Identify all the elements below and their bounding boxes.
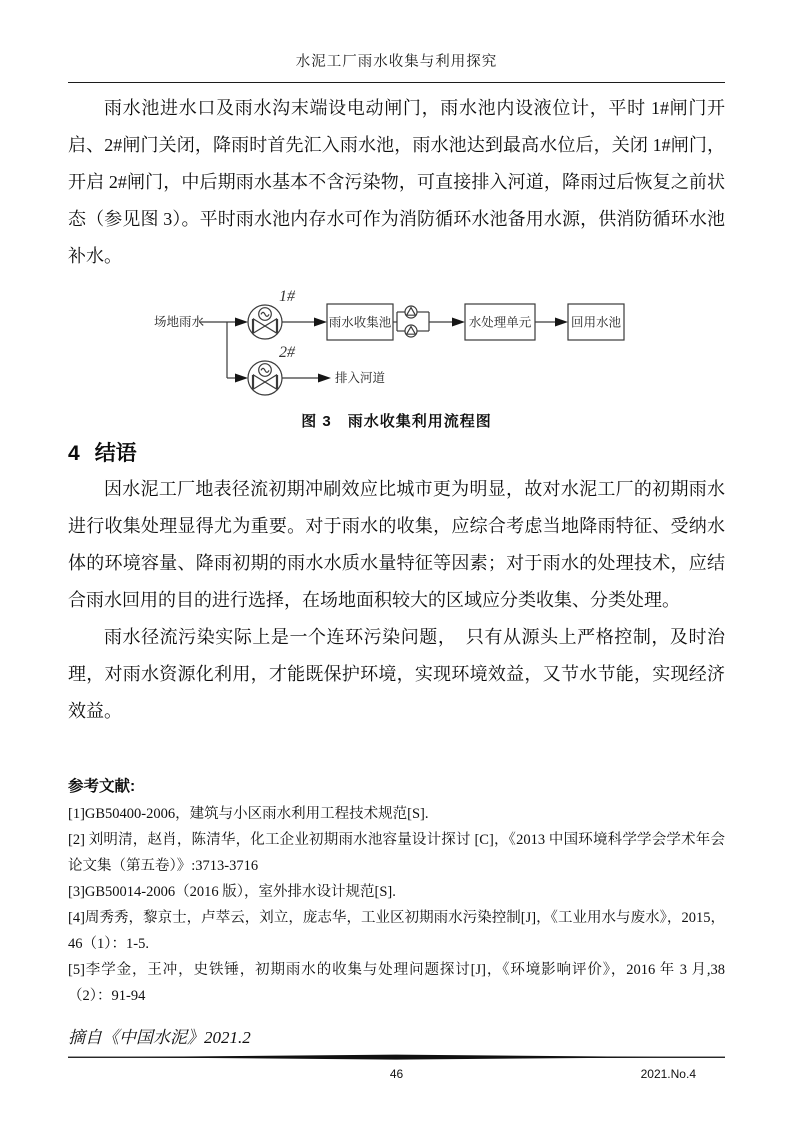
reference-item: [4]周秀秀，黎京士，卢萃云，刘立，庞志华，工业区初期雨水污染控制[J]，《工业用水与废水》，2015，46（1）：1-5. (68, 910, 725, 952)
treatment-unit-label: 水处理单元 (468, 315, 532, 330)
flow-arrow-icon (318, 374, 331, 383)
flow-diagram (68, 283, 725, 408)
source-label: 场地雨水 (153, 315, 205, 329)
section-number: 4 (68, 442, 80, 465)
collection-pool-label: 雨水收集池 (328, 315, 392, 330)
paragraph-conclusion-1: 因水泥工厂地表径流初期冲刷效应比城市更为明显，故对水泥工厂的初期雨水进行收集处理显得尤为重要。对于雨水的收集，应综合考虑当地降雨特征、受纳水体的环境容量、降雨初期的雨水水质水量特征等因素；对于雨水的处理技术，应结合雨水回用的目的进行选择，在场地面积较大的区域应分类收集、分类处理。 (68, 479, 725, 610)
reference-item: [2] 刘明清，赵肖，陈清华，化工企业初期雨水池容量设计探讨 [C]，《2013 中国环境科学学会学术年会论文集（第五卷）》:3713-3716 (68, 832, 725, 874)
figure-3 (68, 283, 725, 431)
flow-arrow-icon (235, 318, 248, 327)
flow-arrow-icon (314, 318, 327, 327)
paragraph-intro: 雨水池进水口及雨水沟末端设电动闸门，雨水池内设液位计，平时 1#闸门开启、2#闸门关闭，降雨时首先汇入雨水池，雨水池达到最高水位后，关闭 1#闸门，开启 2#闸门，中后期雨水基本不含污染物，可直接排入河道，降雨过后恢复之前状态（参见图 3）。平时雨水池内存水可作为消防循环水池备用水源，供消防循环水池补水。 (68, 98, 725, 266)
paragraph-conclusion-2: 雨水径流污染实际上是一个连环污染问题， 只有从源头上严格控制，及时治理，对雨水资源化利用，才能既保护环境，实现环境效益，又节水节能，实现经济效益。 (68, 627, 725, 721)
section-heading (68, 437, 725, 467)
footer-issue-number: 2021.No.4 (640, 1067, 696, 1081)
river-outlet-label: 排入河道 (335, 371, 386, 385)
motor-valve-icon (248, 361, 282, 395)
source-note: 摘自《中国水泥》2021.2 (68, 1028, 251, 1047)
reuse-pool-label: 回用水池 (570, 315, 622, 330)
reference-item: [3]GB50014-2006（2016 版），室外排水设计规范[S]. (68, 884, 396, 900)
valve-1-label: 1# (279, 288, 295, 305)
motor-valve-icon (248, 305, 282, 339)
references-heading: 参考文献: (68, 778, 136, 795)
valve-2-label: 2# (279, 344, 295, 361)
reference-list (68, 801, 725, 1009)
flow-arrow-icon (452, 318, 465, 327)
reference-item: [1]GB50400-2006，建筑与小区雨水利用工程技术规范[S]. (68, 806, 429, 822)
page-header (68, 0, 725, 83)
flow-arrow-icon (555, 318, 568, 327)
footer-divider (68, 1054, 725, 1061)
reference-item: [5]李学金，王冲，史铁锤，初期雨水的收集与处理问题探讨[J]，《环境影响评价》，2016 年 3 月,38（2）：91-94 (68, 962, 725, 1004)
pump-icon (405, 306, 417, 318)
pump-icon (405, 325, 417, 337)
flow-arrow-icon (235, 374, 248, 383)
page-footer (68, 1048, 725, 1085)
figure-caption: 图 3 雨水收集利用流程图 (301, 413, 492, 430)
footer-page-number: 46 (389, 1067, 404, 1081)
section-title: 结语 (94, 442, 137, 465)
running-head: 水泥工厂雨水收集与利用探究 (295, 54, 498, 70)
